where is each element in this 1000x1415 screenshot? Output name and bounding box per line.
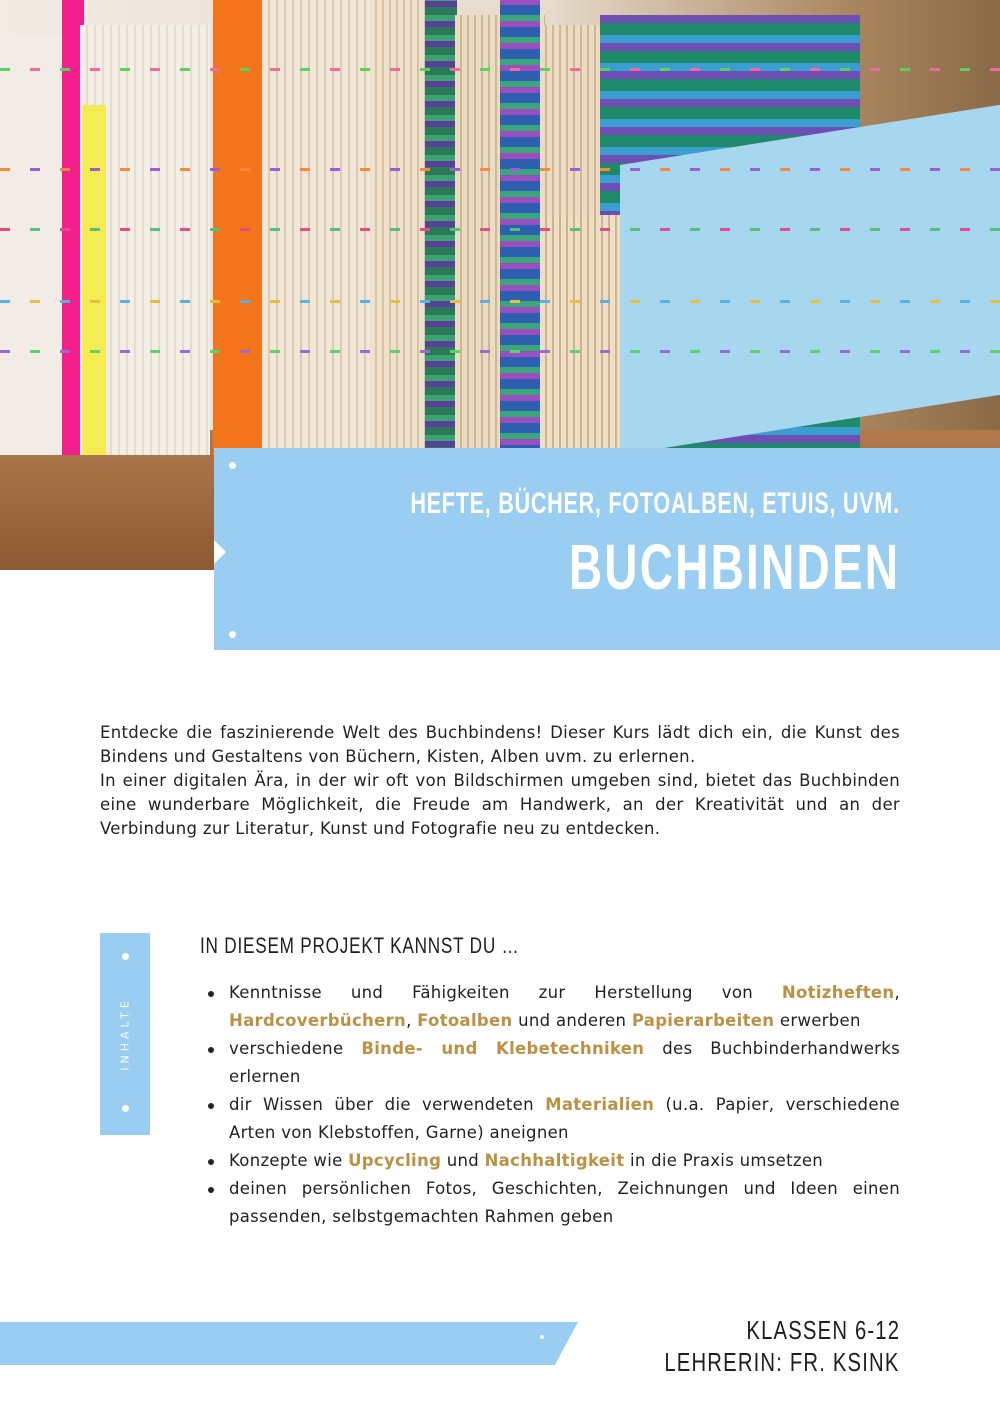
list-item-text: erwerben (774, 1011, 861, 1030)
stitch-line (0, 228, 1000, 231)
book-spine (620, 105, 1000, 455)
list-item-text: des Buchbinderhandwerks erlernen (229, 1039, 900, 1086)
book-spine (0, 35, 70, 455)
book-spine (82, 105, 106, 455)
banner-dot-bottom (229, 631, 236, 638)
highlight-term: Binde- und Klebetechniken (361, 1039, 645, 1058)
highlight-term: Papierarbeiten (631, 1011, 775, 1030)
list-item-text: dir Wissen über die verwendeten (229, 1095, 546, 1114)
tag-dot-bottom (122, 1105, 129, 1112)
highlight-term: Upcycling (348, 1151, 442, 1170)
list-item (229, 1147, 900, 1175)
footer-classes: KLASSEN 6-12 (746, 1315, 900, 1345)
stitch-line (0, 300, 1000, 303)
section-title: IN DIESEM PROJEKT KANNST DU … (200, 933, 520, 958)
content-list (229, 979, 900, 1231)
list-item-text: , (894, 983, 900, 1002)
section-tag (100, 933, 150, 1135)
footer-teacher: LEHRERIN: FR. KSINK (664, 1347, 900, 1377)
stitch-line (0, 68, 1000, 71)
intro-text (100, 721, 900, 841)
section-tag-label: INHALTE (118, 997, 132, 1071)
list-item (229, 979, 900, 1035)
stitch-line (0, 168, 1000, 171)
intro-paragraph: In einer digitalen Ära, in der wir oft von Bildschirmen umgeben sind, bietet das Buchbinden eine wunderbare Möglichkeit, die Freude am Handwerk, an der Kreativität und an der Verbindung zur Literatur, Kunst und Fotografie neu zu entdecken. (100, 771, 900, 838)
page-title: BUCHBINDEN (568, 531, 900, 603)
highlight-term: Fotoalben (417, 1011, 513, 1030)
list-item (229, 1175, 900, 1231)
footer-dot (540, 1335, 544, 1339)
footer-bar (0, 1322, 578, 1365)
intro-paragraph: Entdecke die faszinierende Welt des Buchbindens! Dieser Kurs lädt dich ein, die Kunst des Bindens und Gestaltens von Büchern, Kisten, Alben uvm. zu erlernen. (100, 723, 900, 766)
highlight-term: Nachhaltigkeit (484, 1151, 625, 1170)
list-item-text: (u.a. Papier, verschiedene Arten von Klebstoffen, Garne) aneignen (229, 1095, 900, 1142)
list-item (229, 1091, 900, 1147)
list-item-text: und anderen (512, 1011, 632, 1030)
list-item-text: Kenntnisse und Fähigkeiten zur Herstellung von (229, 983, 782, 1002)
list-item-text: und (441, 1151, 485, 1170)
highlight-term: Hardcoverbüchern (229, 1011, 407, 1030)
list-item-text: deinen persönlichen Fotos, Geschichten, Zeichnungen und Ideen einen passenden, selbstgemachten Rahmen geben (229, 1179, 900, 1226)
list-item-text: Konzepte wie (229, 1151, 349, 1170)
list-item-text: , (406, 1011, 418, 1030)
highlight-term: Notizheften (781, 983, 895, 1002)
list-item-text: verschiedene (229, 1039, 362, 1058)
list-item (229, 1035, 900, 1091)
highlight-term: Materialien (545, 1095, 655, 1114)
stitch-line (0, 350, 1000, 353)
tag-dot-top (122, 953, 129, 960)
list-item-text: in die Praxis umsetzen (624, 1151, 824, 1170)
banner-dot-top (229, 462, 236, 469)
banner-notch (214, 540, 226, 564)
page-subtitle: HEFTE, BÜCHER, FOTOALBEN, ETUIS, UVM. (410, 487, 900, 520)
